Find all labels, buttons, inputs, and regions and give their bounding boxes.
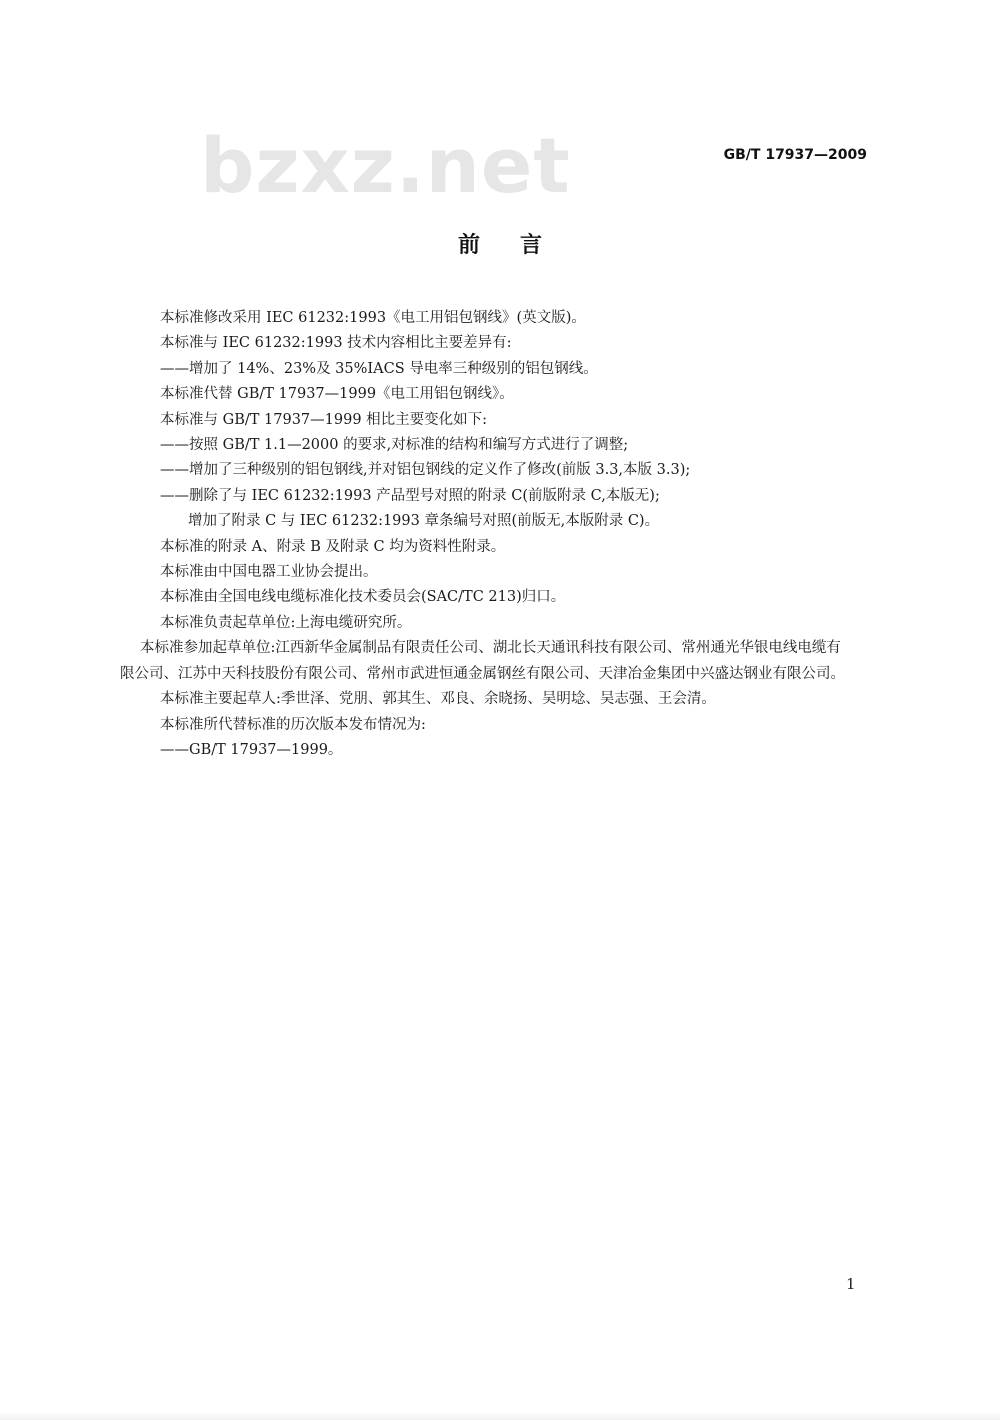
paragraph-replaces: 本标准代替 GB/T 17937—1999《电工用铝包钢线》。 bbox=[160, 386, 514, 403]
paragraph-annexes: 本标准的附录 A、附录 B 及附录 C 均为资料性附录。 bbox=[160, 538, 506, 555]
page-bottom-edge bbox=[0, 1412, 1000, 1420]
paragraph-history-intro: 本标准所代替标准的历次版本发布情况为: bbox=[160, 716, 426, 733]
paragraph-participating-drafters: 本标准参加起草单位:江西新华金属制品有限责任公司、湖北长天通讯科技有限公司、常州通光华银电线电缆有限公司、江苏中天科技股份有限公司、常州市武进恒通金属钢丝有限公司、天津冶金集团中兴盛达钢业有限公司。 bbox=[120, 640, 845, 682]
page-title: 前言 bbox=[457, 233, 582, 258]
page-number: 1 bbox=[846, 1275, 856, 1293]
paragraph-main-drafters: 本标准主要起草人:季世泽、党朋、郭其生、邓良、余晓扬、吴明埝、吴志强、王会清。 bbox=[160, 691, 716, 708]
list-item-history: ——GB/T 17937—1999。 bbox=[160, 741, 343, 758]
list-item-change: 增加了附录 C 与 IEC 61232:1993 章条编号对照(前版无,本版附录 C)。 bbox=[188, 513, 660, 530]
list-item-change: ——删除了与 IEC 61232:1993 产品型号对照的附录 C(前版附录 C,本版无); bbox=[160, 487, 660, 504]
paragraph-adoption: 本标准修改采用 IEC 61232:1993《电工用铝包钢线》(英文版)。 bbox=[160, 310, 586, 326]
paragraph-responsible-drafter: 本标准负责起草单位:上海电缆研究所。 bbox=[160, 614, 412, 631]
paragraph-centralized: 本标准由全国电线电缆标准化技术委员会(SAC/TC 213)归口。 bbox=[160, 589, 566, 606]
list-item-change: ——增加了三种级别的铝包钢线,并对铝包钢线的定义作了修改(前版 3.3,本版 3.3); bbox=[160, 462, 691, 479]
list-item-change: ——按照 GB/T 1.1—2000 的要求,对标准的结构和编写方式进行了调整; bbox=[160, 437, 629, 454]
paragraph-differences-intro: 本标准与 IEC 61232:1993 技术内容相比主要差异有: bbox=[160, 335, 512, 352]
paragraph-changes-intro: 本标准与 GB/T 17937—1999 相比主要变化如下: bbox=[160, 411, 488, 428]
watermark: bzxz.net bbox=[200, 121, 571, 210]
list-item-difference: ——增加了 14%、23%及 35%IACS 导电率三种级别的铝包钢线。 bbox=[160, 360, 598, 377]
paragraph-proposer: 本标准由中国电器工业协会提出。 bbox=[160, 564, 378, 581]
standard-code: GB/T 17937—2009 bbox=[723, 147, 867, 163]
foreword-body bbox=[120, 306, 870, 763]
